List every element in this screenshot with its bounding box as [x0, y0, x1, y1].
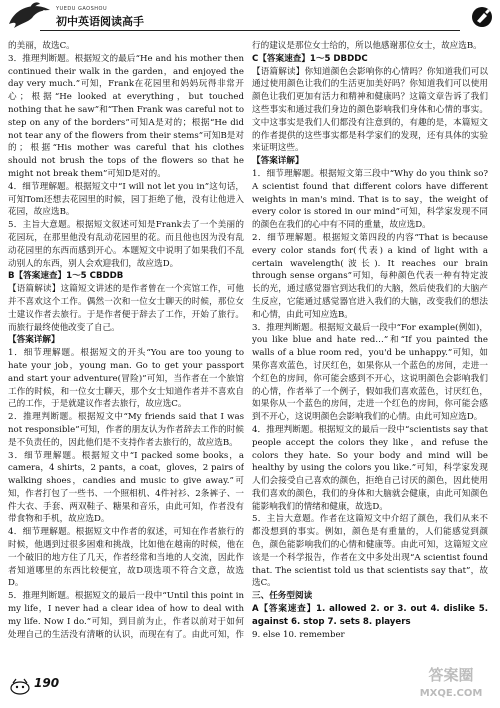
series-pinyin: YUEDU GAOSHOU — [56, 6, 108, 12]
answer-paragraph: 2．细节理解题。根据短文第四段的内容“That is because every color stands for(代表) a kind of light with a certain wavelength(波长). It reaches our brain through sense organs”可知，每种颜色代表一种有特定波长的光，通过感觉器官到达我们的大脑，然后使我们的大脑产生反应，它能通过感觉器官进入我们的大脑，改变我们的想法和心情，由此可知应选B。 — [252, 232, 488, 320]
answer-key-heading: B【答案速查】1～5 CBDDB — [8, 271, 124, 282]
site-watermark — [410, 662, 492, 702]
explanation-heading: 【答案详解】 — [252, 156, 304, 167]
answer-paragraph: 1．细节理解题。根据短文第三段中“Why do you think so? A scientist found that different colors have different weights in man's mind. That is to say，the weight of every color is stored in our mind”可知，科学家发现不同的颜色在我们的心中有不同的重量，故应选D。 — [252, 168, 488, 231]
passage-summary: 【语篇解读】这篇短文讲述的是作者曾在一个宾馆工作，可他并不喜欢这个工作。偶然一次和一位女士聊天的时候，那位女士建议作者去旅行。于是作者便于辞去了工作，开始了旅行。而旅行最终使他改变了自己。 — [8, 284, 244, 333]
answer-paragraph: 3．推理判断题。根据短文的最后“He and his mother then continued their walk in the garden，and enjoyed the day very much.”可知，Frank在花园里和妈妈玩得非常开心；根据“He looked at everything，but touched nothing that he saw”和“Then Frank was careful not to step on any of the borders”可知A是对的；根据“He did not tear any of the flowers from their stems”可知B是对的；根据“His mother was careful that his clothes should not brush the tops of the flowers so that he might not break them”可知D是对的。 — [8, 53, 244, 179]
watermark-line2: MXQE.COM — [419, 688, 483, 699]
page-number: 190 — [34, 676, 60, 690]
answer-paragraph: 4．推理判断题。根据短文的最后一段中“scientists say that people accept the colors they like，and refuse the colors they hate. So your body and mind will be healthy by using the colors you like.”可知，科学家发现人们会接受自己喜欢的颜色，拒绝自己讨厌的颜色，因此使用我们喜欢的颜色，我们的身体和大脑就会健康，由此可知颜色能影响我们的情绪和健康，故选D。 — [252, 424, 488, 512]
answer-paragraph: 行的建议是那位女士给的，所以他感谢那位女士，故应选B。 — [252, 41, 482, 51]
answer-paragraph: 5．主旨大意题。作者在这篇短文中介绍了颜色，我们从来不都没想到的事实。例如，颜色是有重量的，人们能感觉到颜色，颜色能影响我们的心情和健康等。由此可知，这篇短文应该是一个科学报告，作者在文中多处出现“A scientist found that. The scientist told us that scientists say that”，故选C。 — [252, 514, 488, 589]
answer-paragraph: 3．推理判断题。根据短文最后一段中“For example(例如)，you like blue and hate red…”和“If you painted the walls of a blue room red，you'd be unhappy.”可知，如果你喜欢蓝色，讨厌红色，如果你从一个蓝色的房间，走进一个红色的房间，你可能会感到不开心，这说明颜色会影响我们的心情，作者举了一个例子，假如我们喜欢蓝色，讨厌红色，如果你从一个蓝色的房间，走进一个红色的房间，你可能会感到不开心，这说明颜色会影响我们的心情。由此可知应选D。 — [252, 322, 488, 423]
answer-paragraph: 4．细节理解题。根据短文中“I will not let you in”这句话，可知Tom还想去花园里的时候，园丁拒绝了他，没有让他进入花园，故应选B。 — [8, 181, 244, 218]
answer-paragraph: 5．主旨大意题。根据短文叙述可知是Frank去了一个美丽的花园玩，在那里他没有乱动花园里的花。而且他也因为没有乱动花园里的东西而感到开心。本题短文中说明了如果我们不乱动别人的东西，别人会欢迎我们，故应选D。 — [8, 220, 244, 269]
right-column — [252, 40, 488, 640]
watermark-line1: 答案圈 — [428, 666, 474, 684]
answer-paragraph: 5．推理判断题。根据短文的最后一段中“Until this point in my life，I never had a clear idea of how to deal with my life. Now I do.”可知，到目前为止，作者以前对于如何处理自己的生活没有清晰的认识，而现在有了。由此可知，作 — [8, 591, 244, 640]
answer-paragraph: 2．推理判断题。根据短文中“My friends said that I was not responsible”可知，作者的朋友认为作者辞去工作的时候是不负责任的，因此他们是不支持作者去旅行的，故应选B。 — [8, 412, 244, 448]
answer-key-heading: C【答案速查】1～5 DBDDC — [252, 53, 368, 64]
answer-paragraph: 1．细节理解题。根据短文的开头“You are too young to hate your job，young man. Go to get your passport and start your adventure(冒险)”可知，当作者在一个旅馆工作的时候，和一位女士聊天，那个女士知道作者并不喜欢自己的工作，于是就建议作者去旅行，故应选C。 — [8, 348, 244, 410]
page-header — [0, 0, 500, 36]
passage-summary: 【语篇解读】你知道颜色会影响你的心情吗？你知道我们可以通过使用颜色让我们的生活更加美好吗？你知道我们可以使用颜色让我们更加有活力和精神和健康吗？这篇文章告诉了我们这些事实和通过我们身边的颜色影响我们身体和心情的事实。文中这事实是我们人们都没有注意到的，有趣的是，本篇短文的作者提供的这些事实都是科学家们的发现，还有具体的实验来证明这些。 — [252, 66, 488, 154]
answer-paragraph: 的美丽，故选C。 — [8, 41, 75, 51]
left-column — [8, 40, 244, 640]
explanation-heading: 【答案详解】 — [8, 335, 60, 346]
cartoon-mascot-icon — [8, 676, 32, 696]
answer-key-line: 9. else 10. remember — [252, 629, 345, 640]
series-title: 初中英语阅读高手 — [56, 15, 144, 28]
section-heading: 三、任务型阅读 — [252, 591, 313, 602]
answer-paragraph: 4．细节理解题。根据短文中作者的叙述，可知在作者旅行的时候，他遇到过很多困难和挑战，比如他在越南的时候，他在一个破旧的地方住了几天，作者经常和当地的人交流，因此作者知道哪里的东西比较便宜，故D项选项不符合文意，故选D。 — [8, 527, 244, 589]
answer-key-heading: A【答案速查】1. allowed 2. or 3. out 4. dislike 5. against 6. stop 7. sets 8. players — [252, 604, 488, 627]
answer-paragraph: 3．细节理解题。根据短文中“I packed some books，a camera，4 shirts，2 pants，a coat，gloves，2 pairs of walking shoes，candies and music to give away.”可知，作者打包了一些书、一个照相机、4件衬衫、2条裤子、一件大衣、手套、两双鞋子、糖果和音乐，由此可知，作者没有带食物和手机，故应选D。 — [8, 450, 244, 525]
pen-nib-icon — [470, 5, 494, 29]
